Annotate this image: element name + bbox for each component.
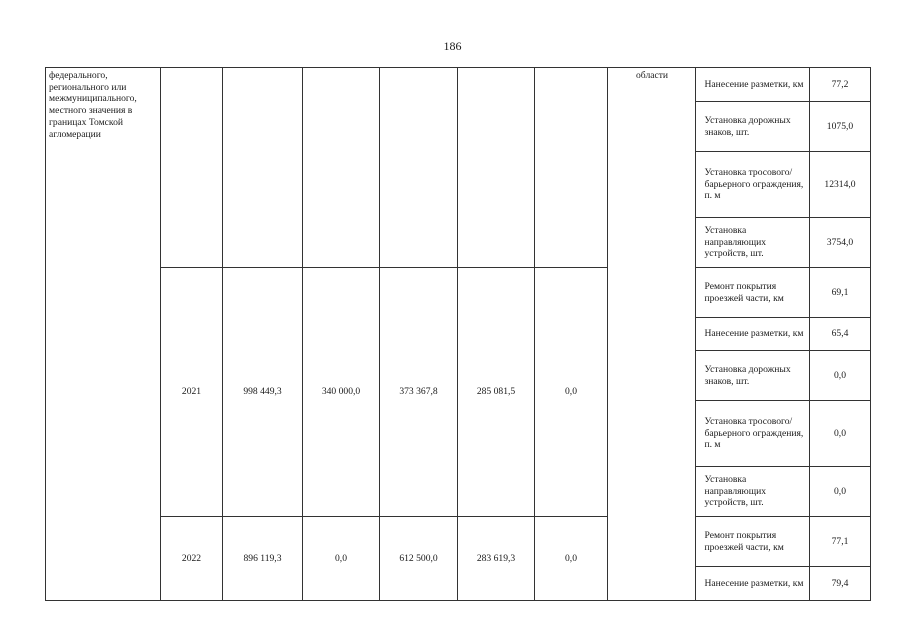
regional-budget-cell: 612 500,0	[380, 517, 458, 601]
indicator-value: 0,0	[810, 467, 871, 517]
indicator-value: 3754,0	[810, 218, 871, 268]
indicator-value: 0,0	[810, 401, 871, 467]
local-budget-cell: 285 081,5	[458, 268, 535, 517]
indicator-label: Нанесение разметки, км	[700, 318, 810, 351]
federal-budget-cell	[303, 68, 380, 268]
indicator-label: Нанесение разметки, км	[700, 68, 810, 102]
indicator-label: Установка направляющих устройств, шт.	[700, 218, 810, 268]
total-cell: 896 119,3	[223, 517, 303, 601]
indicator-value: 1075,0	[810, 102, 871, 152]
indicator-value: 79,4	[810, 567, 871, 601]
local-budget-cell	[458, 68, 535, 268]
indicator-value: 65,4	[810, 318, 871, 351]
indicator-value: 77,1	[810, 517, 871, 567]
indicator-label: Установка дорожных знаков, шт.	[700, 102, 810, 152]
total-cell	[223, 68, 303, 268]
indicator-label: Установка дорожных знаков, шт.	[700, 351, 810, 401]
year-cell	[161, 68, 223, 268]
local-budget-cell: 283 619,3	[458, 517, 535, 601]
year-cell: 2021	[161, 268, 223, 517]
program-table	[45, 67, 871, 601]
indicator-label: Ремонт покрытия проезжей части, км	[700, 268, 810, 318]
year-cell: 2022	[161, 517, 223, 601]
other-sources-cell: 0,0	[535, 517, 608, 601]
other-sources-cell	[535, 68, 608, 268]
measure-name-cell: федерального, регионального или межмуниципального, местного значения в границах Томской агломерации	[46, 68, 161, 601]
table-row	[46, 268, 871, 318]
page-number: 186	[443, 39, 462, 53]
indicator-label: Нанесение разметки, км	[700, 567, 810, 601]
federal-budget-cell: 0,0	[303, 517, 380, 601]
indicator-label: Установка тросового/барьерного ограждения, п. м	[700, 152, 810, 218]
indicator-value: 0,0	[810, 351, 871, 401]
table-row	[46, 517, 871, 567]
executor-cell: области	[608, 68, 696, 601]
indicator-label: Ремонт покрытия проезжей части, км	[700, 517, 810, 567]
indicator-value: 69,1	[810, 268, 871, 318]
indicator-label: Установка направляющих устройств, шт.	[700, 467, 810, 517]
indicator-label: Установка тросового/барьерного ограждения, п. м	[700, 401, 810, 467]
indicator-value: 12314,0	[810, 152, 871, 218]
regional-budget-cell: 373 367,8	[380, 268, 458, 517]
total-cell: 998 449,3	[223, 268, 303, 517]
indicator-value: 77,2	[810, 68, 871, 102]
federal-budget-cell: 340 000,0	[303, 268, 380, 517]
regional-budget-cell	[380, 68, 458, 268]
table-row	[46, 68, 871, 102]
other-sources-cell: 0,0	[535, 268, 608, 517]
